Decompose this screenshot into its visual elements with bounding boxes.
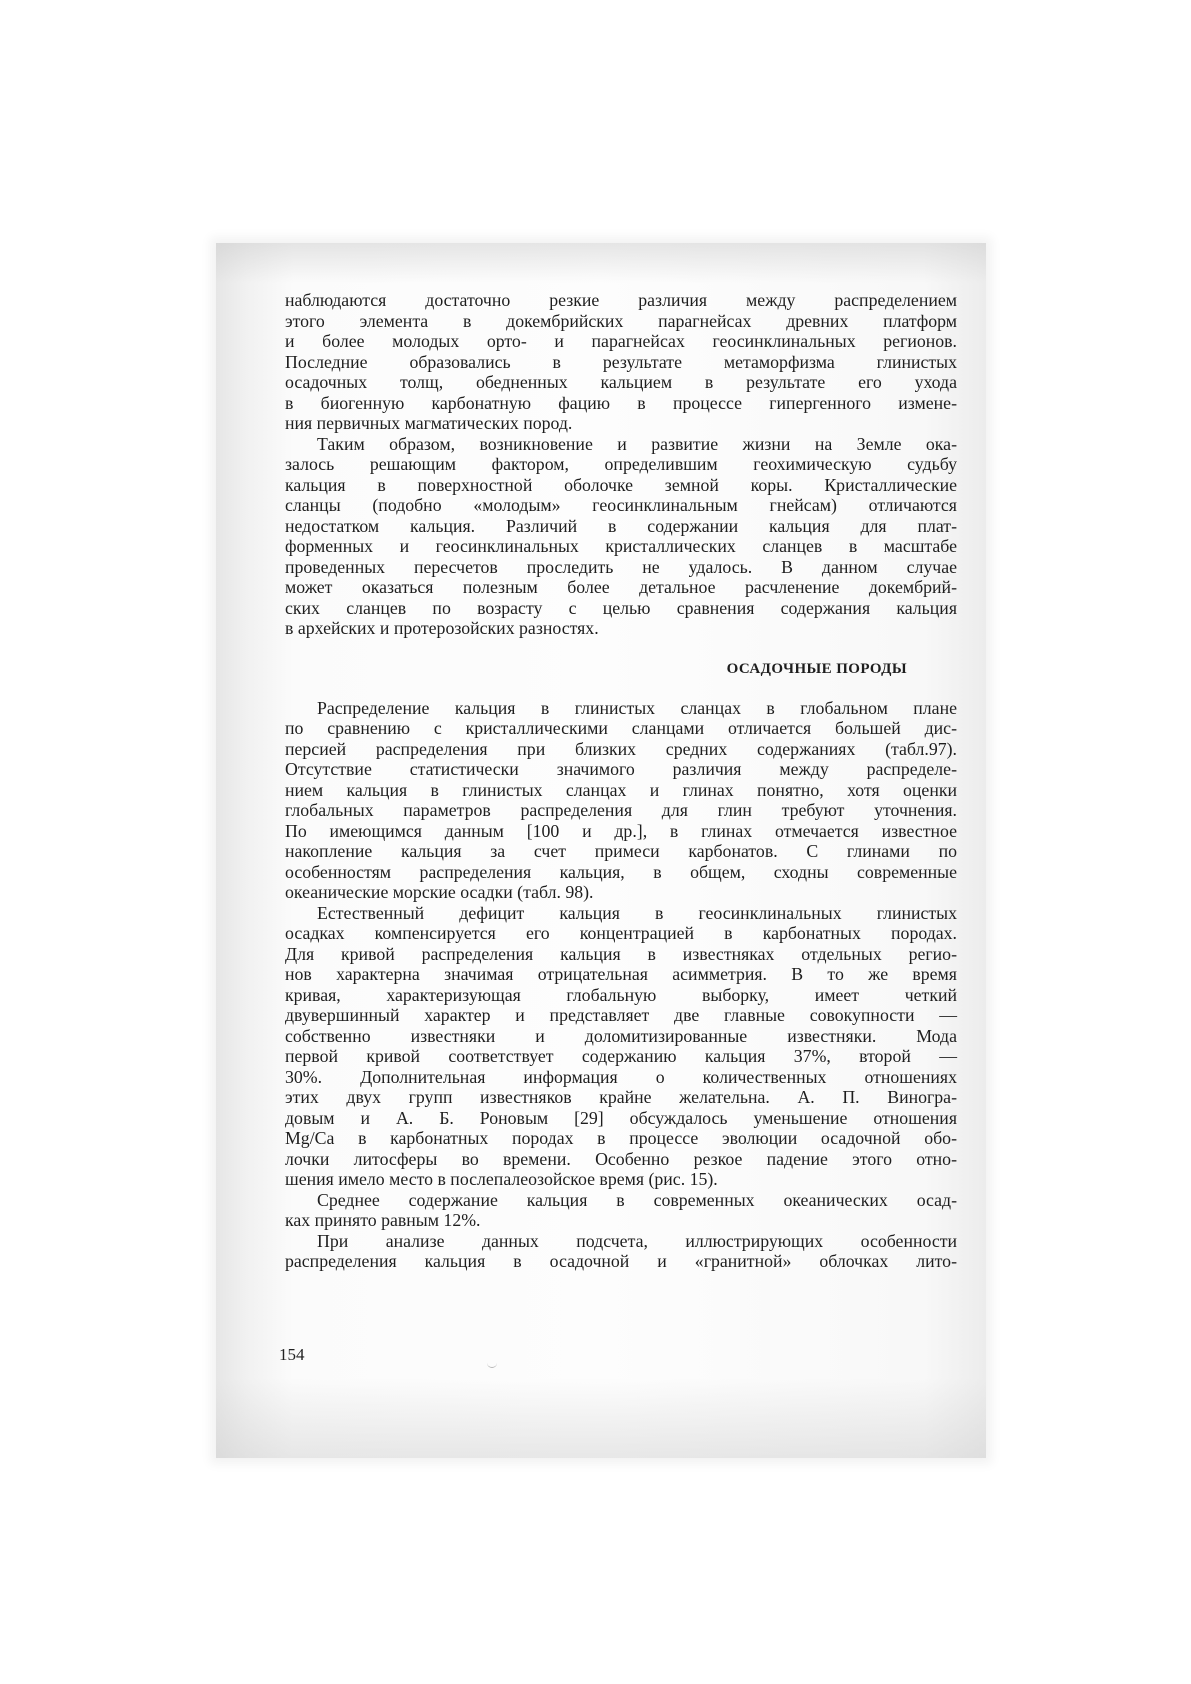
text-line: по сравнению с кристаллическими сланцами отличается большей дис- bbox=[285, 718, 957, 738]
paragraph bbox=[285, 903, 957, 1190]
text-line: ках принято равным 12%. bbox=[285, 1210, 481, 1230]
page-body bbox=[285, 290, 957, 1272]
text-line: глобальных параметров распределения для глин требуют уточнения. bbox=[285, 800, 957, 820]
text-line: Распределение кальция в глинистых сланцах в глобальном плане bbox=[317, 697, 957, 718]
section-heading: ОСАДОЧНЫЕ ПОРОДЫ bbox=[726, 660, 907, 677]
text-line: проведенных пересчетов проследить не удалось. В данном случае bbox=[285, 556, 957, 577]
text-line: собственно известняки и доломитизированные известняки. Мода bbox=[285, 1025, 957, 1046]
text-line: залось решающим фактором, определившим геохимическую судьбу bbox=[285, 454, 957, 474]
text-line: может оказаться полезным более детальное расчленение докембрий- bbox=[285, 577, 957, 597]
text-line: накопление кальция за счет примеси карбонатов. С глинами по bbox=[285, 841, 957, 861]
text-line: первой кривой соответствует содержанию кальция 37%, второй — bbox=[285, 1046, 957, 1066]
text-line: шения имело место в послепалеозойское время (рис. 15). bbox=[285, 1169, 718, 1189]
text-line: Среднее содержание кальция в современных океанических осад- bbox=[317, 1189, 957, 1210]
text-line: По имеющимся данным [100 и др.], в глинах отмечается известное bbox=[285, 820, 957, 841]
text-line: осадках компенсируется его концентрацией в карбонатных породах. bbox=[285, 923, 957, 943]
text-line: Таким образом, возникновение и развитие жизни на Земле ока- bbox=[317, 433, 957, 454]
text-line: сланцы (подобно «молодым» геосинклинальным гнейсам) отличаются bbox=[285, 495, 957, 515]
text-line: осадочных толщ, обедненных кальцием в результате его ухода bbox=[285, 372, 957, 392]
text-line: океанические морские осадки (табл. 98). bbox=[285, 882, 594, 902]
text-line: 30%. Дополнительная информация о количественных отношениях bbox=[285, 1066, 957, 1087]
text-line: в биогенную карбонатную фацию в процессе гипергенного измене- bbox=[285, 392, 957, 413]
text-line: нов характерна значимая отрицательная асимметрия. В то же время bbox=[285, 964, 957, 984]
text-line: особенностям распределения кальция, в общем, сходны современные bbox=[285, 861, 957, 882]
paragraph bbox=[285, 1190, 957, 1231]
text-line: наблюдаются достаточно резкие различия между распределением bbox=[285, 290, 957, 310]
text-line: кальция в поверхностной оболочке земной коры. Кристаллические bbox=[285, 474, 957, 495]
scan-shadow-top bbox=[216, 243, 986, 283]
scan-shadow-bottom bbox=[216, 1378, 986, 1458]
text-line: Отсутствие статистически значимого различия между распределе- bbox=[285, 759, 957, 779]
text-line: Последние образовались в результате метаморфизма глинистых bbox=[285, 351, 957, 372]
text-line: этих двух групп известняков крайне желательна. А. П. Виногра- bbox=[285, 1087, 957, 1107]
text-line: Для кривой распределения кальция в известняках отдельных регио- bbox=[285, 943, 957, 964]
text-line: ских сланцев по возрасту с целью сравнения содержания кальция bbox=[285, 597, 957, 618]
text-line: в архейских и протерозойских разностях. bbox=[285, 618, 599, 638]
text-line: Естественный дефицит кальция в геосинклинальных глинистых bbox=[317, 902, 957, 923]
paragraph bbox=[285, 434, 957, 639]
paragraph bbox=[285, 1231, 957, 1272]
text-line: персией распределения при близких средних содержаниях (табл.97). bbox=[285, 738, 957, 759]
text-line: лочки литосферы во времени. Особенно резкое падение этого отно- bbox=[285, 1148, 957, 1169]
text-line: ния первичных магматических пород. bbox=[285, 413, 573, 433]
text-line: Mg/Ca в карбонатных породах в процессе эволюции осадочной обо- bbox=[285, 1128, 957, 1148]
text-line: недостатком кальция. Различий в содержании кальция для плат- bbox=[285, 515, 957, 536]
text-line: При анализе данных подсчета, иллюстрирующих особенности bbox=[317, 1230, 957, 1251]
text-line: и более молодых орто- и парагнейсах геосинклинальных регионов. bbox=[285, 331, 957, 351]
paragraph bbox=[285, 290, 957, 434]
page-number: 154 bbox=[279, 1345, 305, 1364]
text-line: распределения кальция в осадочной и «гранитной» облочках лито- bbox=[285, 1251, 957, 1271]
text-line: нием кальция в глинистых сланцах и глинах понятно, хотя оценки bbox=[285, 779, 957, 800]
text-line: этого элемента в докембрийских парагнейсах древних платформ bbox=[285, 310, 957, 331]
text-line: довым и А. Б. Роновым [29] обсуждалось уменьшение отношения bbox=[285, 1107, 957, 1128]
scan-speck bbox=[487, 1353, 497, 1368]
text-line: двувершинный характер и представляет две главные совокупности — bbox=[285, 1005, 957, 1025]
text-line: форменных и геосинклинальных кристаллических сланцев в масштабе bbox=[285, 536, 957, 556]
text-line: кривая, характеризующая глобальную выборку, имеет четкий bbox=[285, 984, 957, 1005]
paragraph bbox=[285, 698, 957, 903]
